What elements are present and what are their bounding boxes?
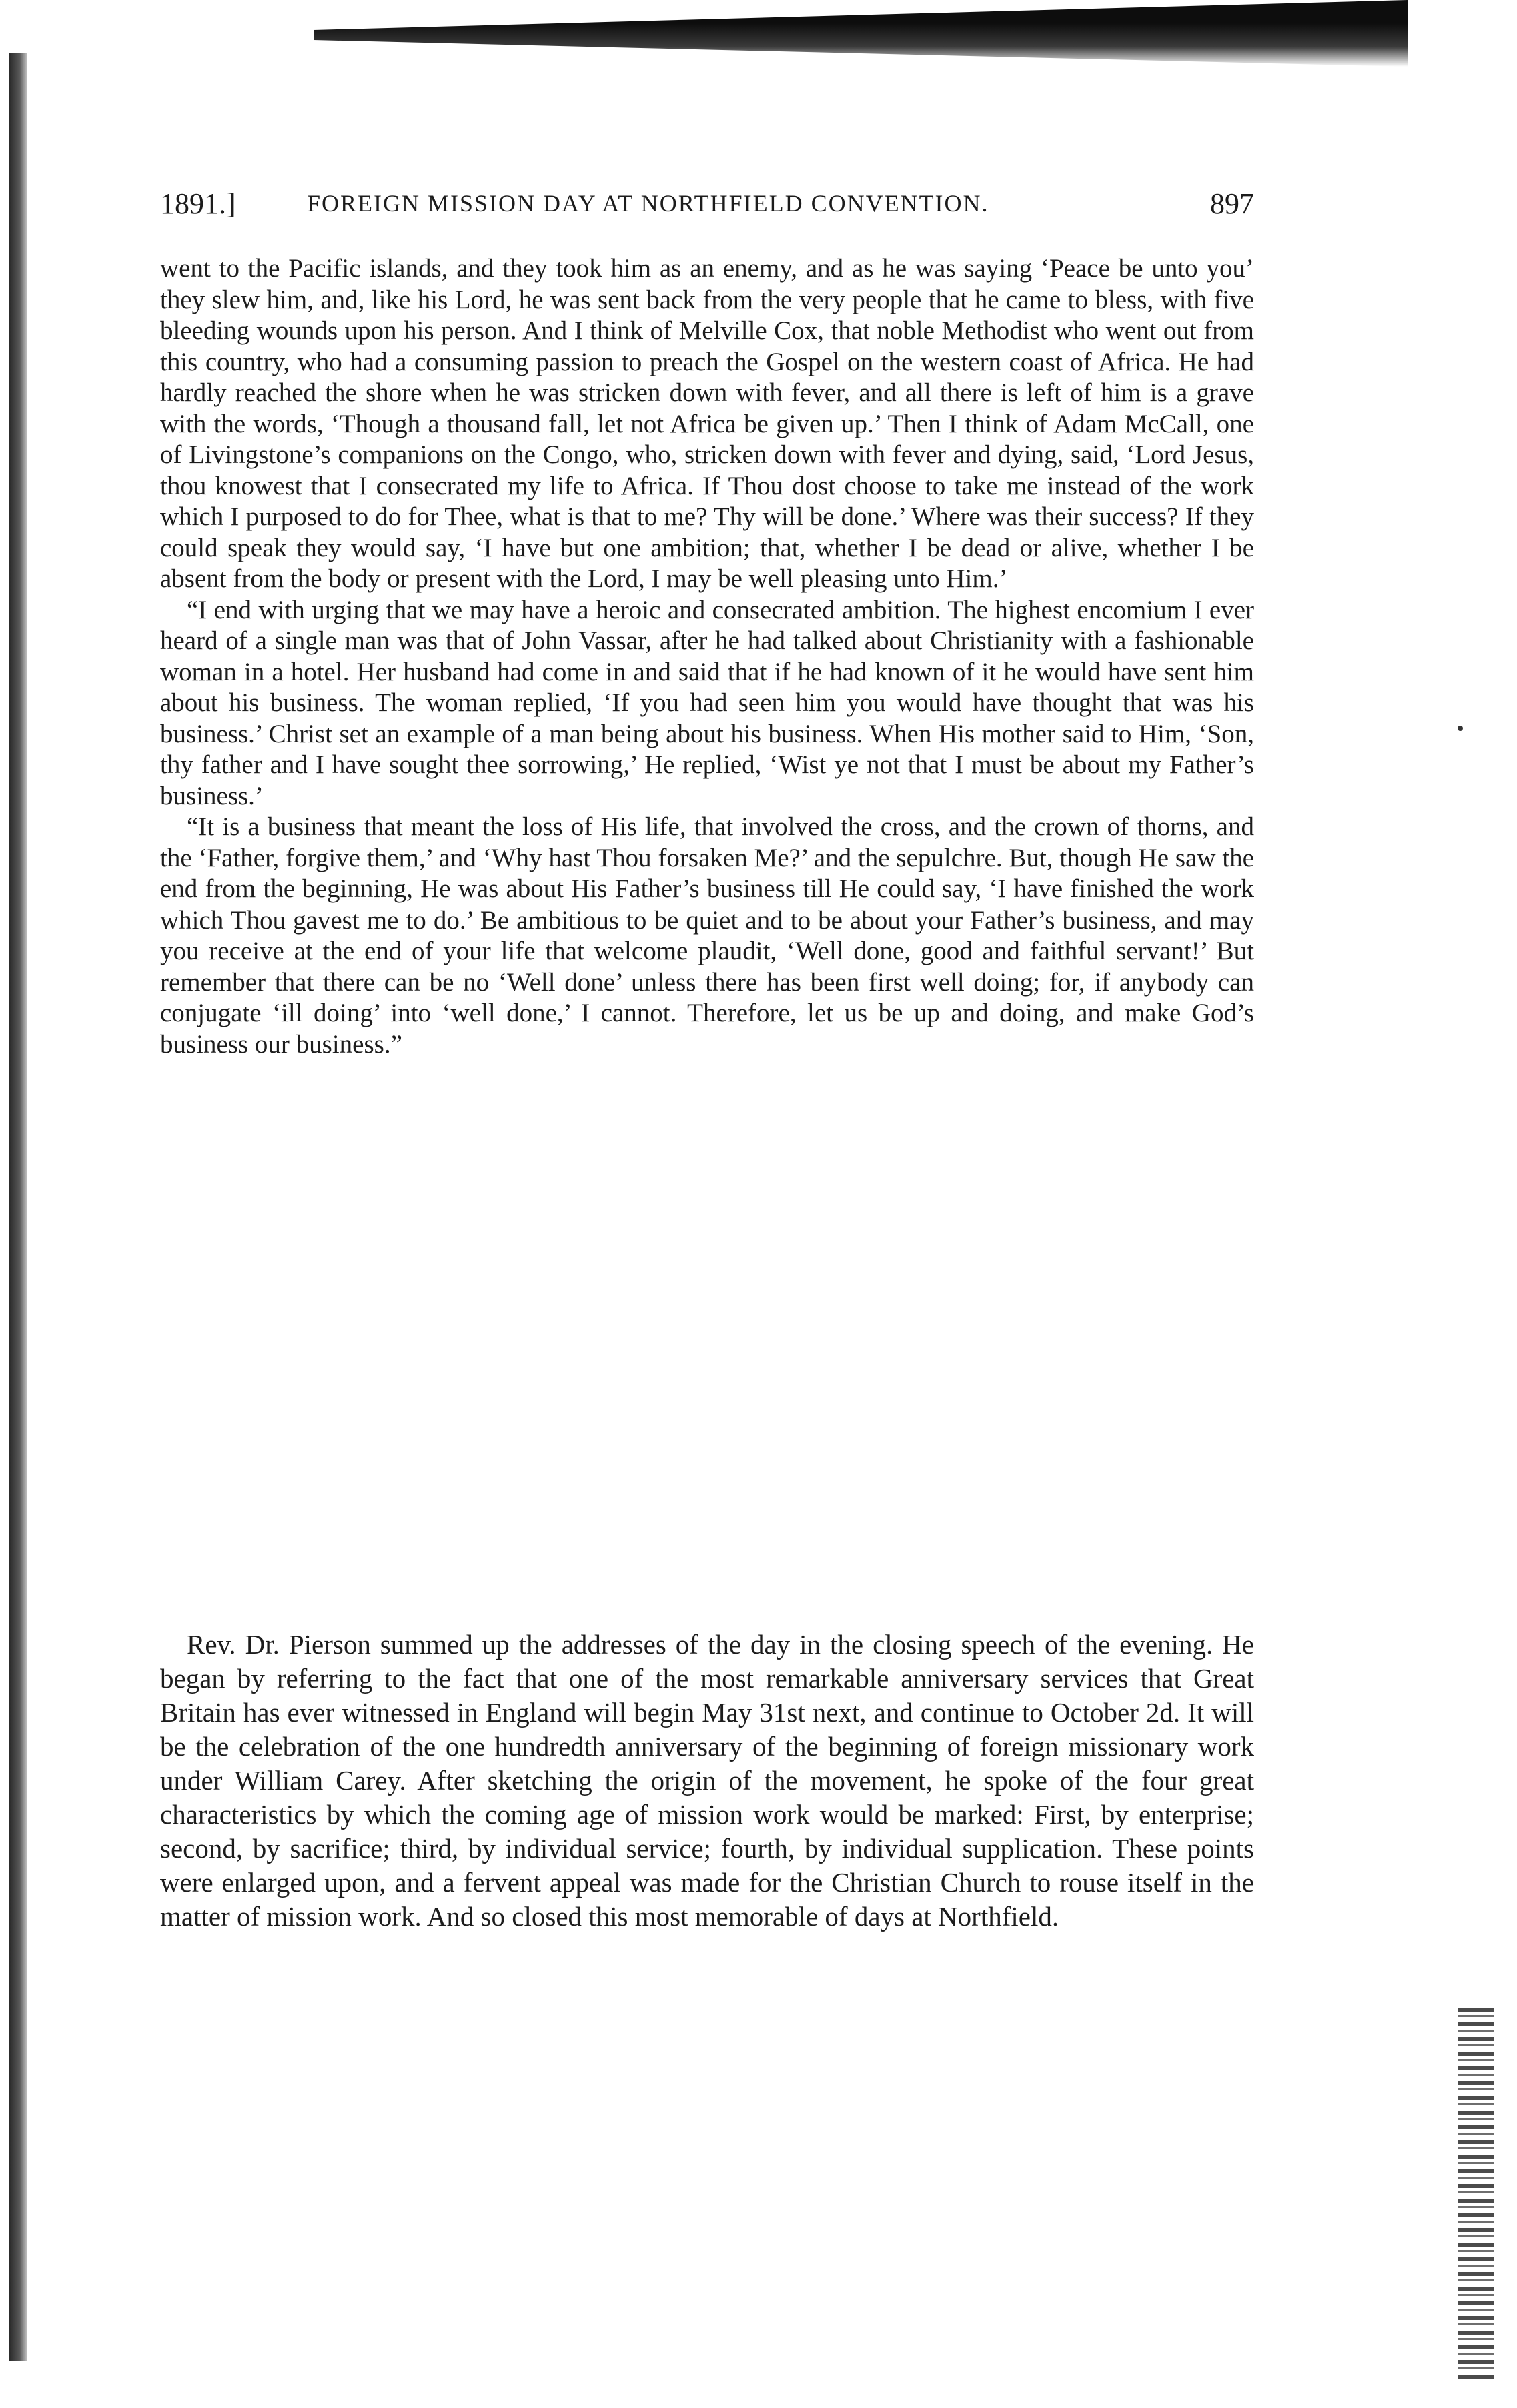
closing-summary xyxy=(160,1628,1254,1934)
quoted-address xyxy=(160,253,1254,1060)
scan-page-edge-left xyxy=(9,53,27,2361)
paragraph-fathers-business: “It is a business that meant the loss of His life, that involved the cross, and the crown of thorns, and the ‘Father, forgive them,’ and ‘Why hast Thou forsaken Me?’ and the sepulchre. But, though He saw the end from the beginning, He was about His Father’s business till He could say, ‘I have finished the work which Thou gavest me to do.’ Be ambitious to be quiet and to be about your Father’s business, and may you receive at the end of your life that welcome plaudit, ‘Well done, good and faithful servant!’ But remember that there can be no ‘Well done’ unless there has been first well doing; for, if anybody can conjugate ‘ill doing’ into ‘well done,’ I cannot. Therefore, let us be up and doing, and make God’s business our business.” xyxy=(160,812,1254,1059)
running-title: FOREIGN MISSION DAY AT NORTHFIELD CONVENTION. xyxy=(307,190,989,217)
page-header xyxy=(160,181,1254,228)
scan-page-edge-right xyxy=(1458,2008,1494,2381)
scan-speck xyxy=(1458,726,1463,731)
scan-page-edge-top xyxy=(314,0,1408,67)
paragraph-martyrs: went to the Pacific islands, and they took him as an enemy, and as he was saying ‘Peace be unto you’ they slew him, and, like his Lord, he was sent back from the very people that he came to bless, with five bleeding wounds upon his person. And I think of Melville Cox, that noble Methodist who went out from this country, who had a consuming passion to preach the Gospel on the western coast of Africa. He had hardly reached the shore when he was stricken down with fever, and all there is left of him is a grave with the words, ‘Though a thousand fall, let not Africa be given up.’ Then I think of Adam McCall, one of Livingstone’s companions on the Congo, who, stricken down with fever and dying, said, ‘Lord Jesus, thou knowest that I consecrated my life to Africa. If Thou dost choose to take me instead of the work which I purposed to do for Thee, what is that to me? Thy will be done.’ Where was their success? If they could speak they would say, ‘I have but one ambition; that, whether I be dead or alive, whether I be absent from the body or present with the Lord, I may be well pleasing unto Him.’ xyxy=(160,254,1254,593)
page-number: 897 xyxy=(1210,187,1254,220)
paragraph-ambition: “I end with urging that we may have a heroic and consecrated ambition. The highest encomium I ever heard of a single man was that of John Vassar, after he had talked about Christianity with a fashionable woman in a hotel. Her husband had come in and said that if he had known of it he would have sent him about his business. The woman replied, ‘If you had seen him you would have thought that was his business.’ Christ set an example of a man being about his business. When His mother said to Him, ‘Son, thy father and I have sought thee sorrowing,’ He replied, ‘Wist ye not that I must be about my Father’s business.’ xyxy=(160,595,1254,810)
paragraph-pierson-summary: Rev. Dr. Pierson summed up the addresses of the day in the closing speech of the evening. He began by referring to the fact that one of the most remarkable anniversary services that Great Britain has ever witnessed in England will begin May 31st next, and continue to October 2d. It will be the celebration of the one hundredth anniversary of the beginning of foreign missionary work under William Carey. After sketching the origin of the movement, he spoke of the four great characteristics by which the coming age of mission work would be marked: First, by enterprise; second, by sacrifice; third, by individual service; fourth, by individual supplication. These points were enlarged upon, and a fervent appeal was made for the Christian Church to rouse itself in the matter of mission work. And so closed this most memorable of days at Northfield. xyxy=(160,1629,1254,1932)
header-year: 1891.] xyxy=(160,187,236,220)
